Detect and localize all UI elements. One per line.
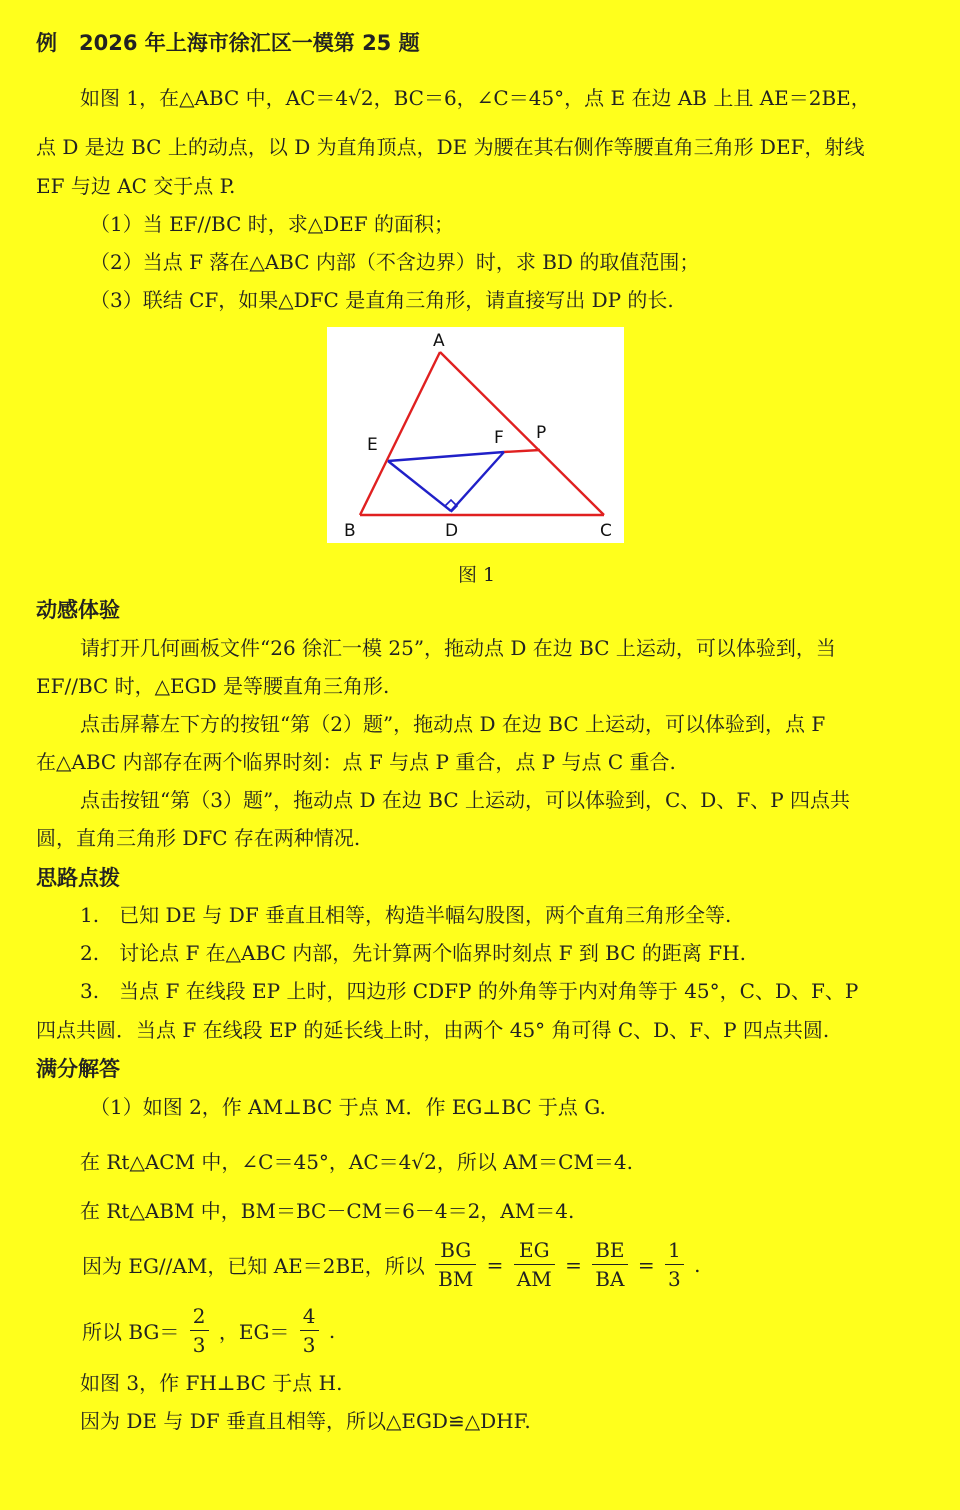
geometry-diagram [327, 327, 624, 543]
label-E: E [367, 435, 378, 455]
label-D: D [445, 521, 459, 541]
label-F: F [494, 428, 504, 448]
experience-line-2: EF//BC 时，△EGD 是等腰直角三角形. [36, 674, 390, 698]
section-heading-hints: 思路点拨 [36, 866, 120, 890]
fraction-eg-value: $\frac{4}{3}$ [300, 1302, 319, 1359]
figure-caption: 图 1 [458, 564, 496, 586]
equals-sign: = [637, 1252, 655, 1277]
fraction-be-ba: $\frac{BE}{BA}$ [592, 1236, 627, 1293]
section-heading-experience: 动感体验 [36, 598, 120, 622]
experience-line-6: 圆，直角三角形 DFC 存在两种情况. [36, 826, 361, 850]
hint-line-4: 四点共圆．当点 F 在线段 EP 的延长线上时，由两个 45° 角可得 C、D、F、P 四点共圆. [36, 1018, 830, 1042]
fraction-bg-bm: $\frac{BG}{BM}$ [435, 1236, 476, 1293]
label-P: P [536, 423, 547, 443]
problem-question-1: （1）当 EF//BC 时，求△DEF 的面积； [90, 212, 455, 236]
solution-line-4-prefix: 因为 EG//AM，已知 AE＝2BE，所以 [82, 1254, 425, 1278]
problem-question-2: （2）当点 F 落在△ABC 内部（不含边界）时，求 BD 的取值范围； [90, 250, 700, 274]
segment-FP [504, 450, 540, 452]
segment-EF [388, 452, 504, 461]
experience-line-1: 请打开几何画板文件“26 徐汇一模 25”，拖动点 D 在边 BC 上运动，可以体验到，当 [80, 636, 836, 660]
solution-line-5-prefix: 所以 BG＝ [82, 1320, 180, 1344]
segment-ED [388, 461, 451, 511]
problem-title [36, 30, 420, 56]
problem-question-3: （3）联结 CF，如果△DFC 是直角三角形，请直接写出 DP 的长. [90, 288, 674, 312]
problem-label: 例 [36, 31, 57, 55]
hint-line-2: 2. 讨论点 F 在△ABC 内部，先计算两个临界时刻点 F 到 BC 的距离 FH. [80, 941, 746, 965]
solution-line-5-suffix: . [328, 1318, 336, 1343]
section-heading-solution: 满分解答 [36, 1057, 120, 1081]
solution-line-2: 在 Rt△ACM 中，∠C＝45°，AC＝4√2，所以 AM＝CM＝4. [80, 1150, 634, 1174]
fraction-one-third: $\frac{1}{3}$ [665, 1236, 684, 1293]
segment-AC [440, 352, 604, 515]
solution-line-1: （1）如图 2，作 AM⊥BC 于点 M．作 EG⊥BC 于点 G. [90, 1095, 606, 1119]
problem-line-2: 点 D 是边 BC 上的动点，以 D 为直角顶点，DE 为腰在其右侧作等腰直角三角形 DEF，射线 [36, 135, 865, 159]
figure-1 [327, 327, 624, 543]
solution-line-5 [80, 1302, 337, 1359]
hint-line-3: 3. 当点 F 在线段 EP 上时，四边形 CDFP 的外角等于内对角等于 45°，C、D、F、P [80, 979, 859, 1003]
equals-sign: = [565, 1252, 582, 1277]
solution-line-3: 在 Rt△ABM 中，BM＝BC－CM＝6－4＝2，AM＝4. [80, 1199, 575, 1223]
experience-line-4: 在△ABC 内部存在两个临界时刻：点 F 与点 P 重合，点 P 与点 C 重合. [36, 750, 676, 774]
equals-sign: = [486, 1252, 504, 1277]
label-A: A [433, 331, 445, 351]
solution-line-6: 如图 3，作 FH⊥BC 于点 H. [80, 1371, 343, 1395]
solution-line-5-mid: ，EG＝ [218, 1320, 290, 1344]
solution-line-4-suffix: . [694, 1252, 701, 1277]
segment-DF [451, 452, 504, 511]
experience-line-3: 点击屏幕左下方的按钮“第（2）题”，拖动点 D 在边 BC 上运动，可以体验到，点 F [80, 712, 826, 736]
hint-line-1: 1. 已知 DE 与 DF 垂直且相等，构造半幅勾股图，两个直角三角形全等. [80, 903, 732, 927]
solution-line-4 [80, 1236, 702, 1293]
label-B: B [344, 521, 356, 541]
segment-AB [360, 352, 440, 515]
label-C: C [600, 521, 612, 541]
solution-line-7: 因为 DE 与 DF 垂直且相等，所以△EGD≌△DHF. [80, 1409, 531, 1433]
problem-line-1: 如图 1，在△ABC 中，AC＝4√2，BC＝6，∠C＝45°，点 E 在边 AB 上且 AE＝2BE， [80, 86, 871, 110]
problem-line-3: EF 与边 AC 交于点 P. [36, 174, 236, 198]
problem-title-text: 2026 年上海市徐汇区一模第 25 题 [79, 31, 420, 55]
fraction-eg-am: $\frac{EG}{AM}$ [514, 1236, 555, 1293]
experience-line-5: 点击按钮“第（3）题”，拖动点 D 在边 BC 上运动，可以体验到，C、D、F、P 四点共 [80, 788, 851, 812]
fraction-bg-value: $\frac{2}{3}$ [190, 1302, 209, 1359]
